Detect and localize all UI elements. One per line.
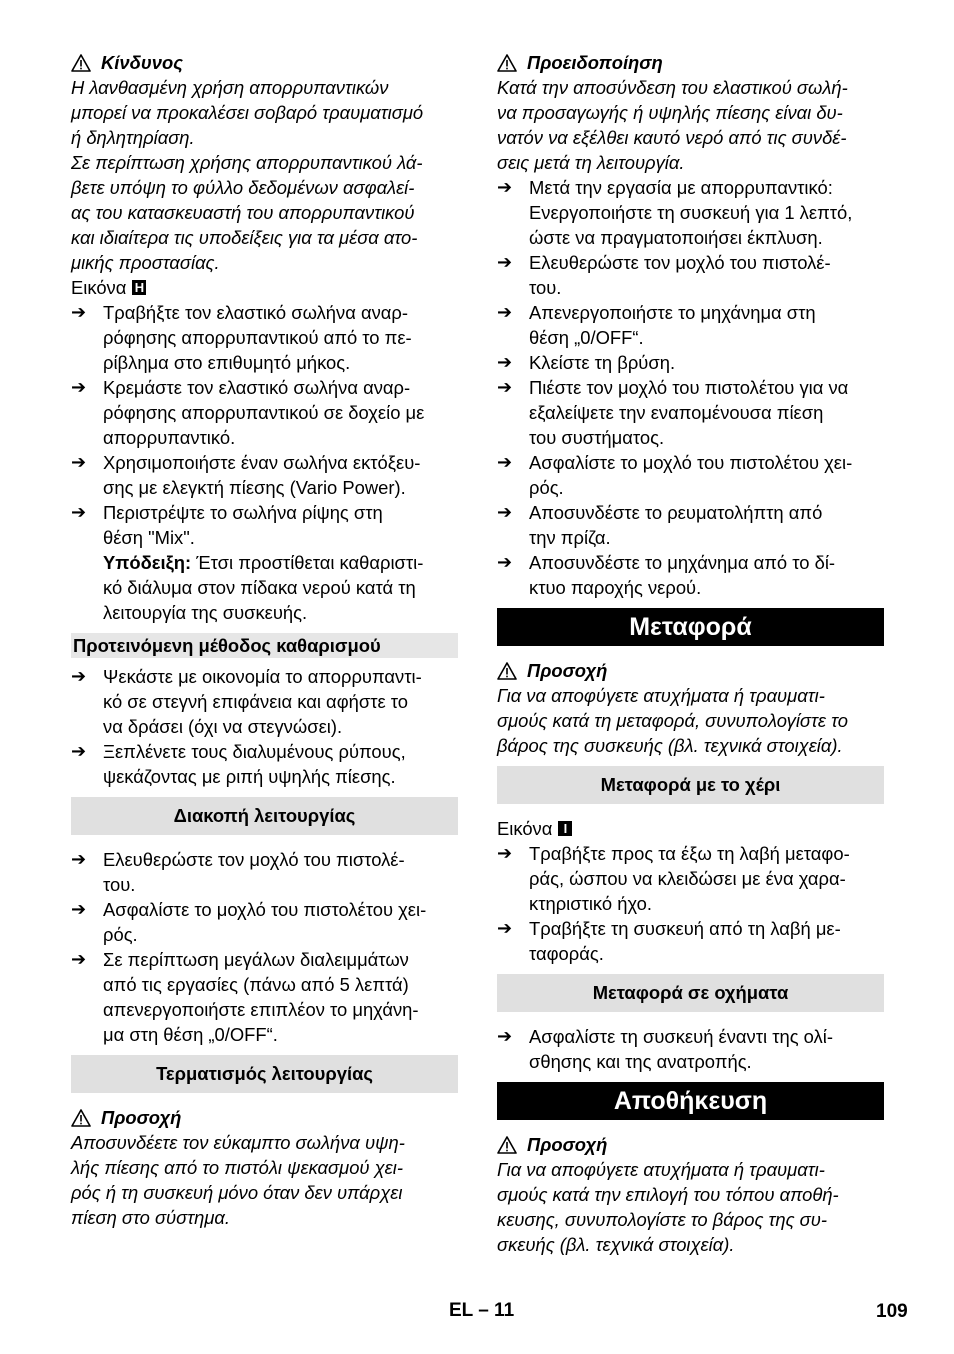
arrow-right-icon: ➔ [497,302,513,322]
list-item: ➔ Ασφαλίστε το μοχλό του πιστολέτου χει- ρός. [71,899,427,945]
danger-text: Η λανθασμένη χρήση απορρυπαντικών μπορεί να προκαλέσει σοβαρό τραυματισμό ή δηλητηρίαση. Σε περίπτωση χρήσης απορρυπαντικού λά- βετε υπόψη το φύλλο δεδομένων ασφαλεί- ας του κατασκευαστή του απορρυπαντικού και ιδιαίτερα τις υποδείξεις για τα μέσα ατο- μικής προστασίας. [71,77,424,273]
arrow-right-icon: ➔ [497,177,513,197]
warning-triangle-icon [497,54,517,72]
list-item: ➔ Ασφαλίστε το μοχλό του πιστολέτου χει- ρός. [497,452,853,498]
list-item: ➔ Ελευθερώστε τον μοχλό του πιστολέ- του. [71,849,405,895]
caution-text: Για να αποφύγετε ατυχήματα ή τραυματι- σμούς κατά τη μεταφορά, συνυπολογίστε το βάρος της συσκευής (βλ. τεχνικά στοιχεία). [497,685,848,756]
list-item: ➔ Κρεμάστε τον ελαστικό σωλήνα αναρ- ρόφησης απορρυπαντικού σε δοχείο με απορρυπαντικό. [71,377,425,448]
warning-triangle-icon [497,662,517,680]
arrow-right-icon: ➔ [71,849,87,869]
danger-title: Κίνδυνος [71,50,458,75]
list-item: ➔ Χρησιμοποιήστε έναν σωλήνα εκτόξευ- σης με ελεγκτή πίεσης (Vario Power). [71,452,421,498]
list-item: ➔ Τραβήξτε τον ελαστικό σωλήνα αναρ- ρόφησης απορρυπαντικού από το πε- ρίβλημα στο επιθυμητό μήκος. [71,302,412,373]
list-item: ➔ Κλείστε τη βρύση. [497,352,676,373]
arrow-right-icon: ➔ [497,502,513,522]
caution-text: Για να αποφύγετε ατυχήματα ή τραυματι- σμούς κατά την επιλογή του τόπου αποθή- κευσης, συνυπολογίστε το βάρος της συ- σκευής (βλ. τεχνικά στοιχεία). [497,1159,839,1255]
list-item: ➔ Τραβήξτε προς τα έξω τη λαβή μεταφο- ράς, ώσπου να κλειδώσει με ένα χαρα- κτηριστικό ήχο. [497,843,850,914]
chapter-heading-transport: Μεταφορά [497,608,884,646]
arrow-right-icon: ➔ [497,843,513,863]
caution-title: Προσοχή [497,658,884,683]
arrow-right-icon: ➔ [71,741,87,761]
arrow-right-icon: ➔ [71,502,87,522]
figure-letter-badge: H [132,280,146,295]
footer-language-page: EL – 11 [449,1300,515,1321]
arrow-right-icon: ➔ [71,302,87,322]
section-heading-end: Τερματισμός λειτουργίας [71,1055,458,1093]
list-item: ➔ Πιέστε τον μοχλό του πιστολέτου για να εξαλείψετε την εναπομένουσα πίεση του συστήματος. [497,377,849,448]
caution-title: Προσοχή [71,1105,458,1130]
arrow-right-icon: ➔ [71,949,87,969]
warning-triangle-icon [71,1109,91,1127]
figure-reference: Εικόνα H [71,275,458,300]
list-item: ➔ Ξεπλένετε τους διαλυμένους ρύπους, ψεκάζοντας με ριπή υψηλής πίεσης. [71,741,406,787]
section-heading-vehicles: Μεταφορά σε οχήματα [497,974,884,1012]
section-heading-hand: Μεταφορά με το χέρι [497,766,884,804]
page-number: 109 [876,1301,908,1322]
arrow-right-icon: ➔ [497,918,513,938]
caution-text: Αποσυνδέετε τον εύκαμπτο σωλήνα υψη- λής πίεσης από το πιστόλι ψεκασμού χει- ρός ή τη συσκευή μόνο όταν δεν υπάρχει πίεση στο σύστημα. [71,1132,405,1228]
warning-title: Προειδοποίηση [497,50,884,75]
list-item: ➔ Περιστρέψτε το σωλήνα ρίψης στη θέση "Mix". [71,502,383,548]
figure-reference: Εικόνα I [497,816,884,841]
note-text: Υπόδειξη: Έτσι προστίθεται καθαριστι- κό διάλυμα στον πίδακα νερού κατά τη λειτουργία της συσκευής. [103,552,424,623]
list-item: ➔ Ψεκάστε με οικονομία το απορρυπαντι- κό σε στεγνή επιφάνεια και αφήστε το να δράσει (όχι να στεγνώσει). [71,666,422,737]
right-column [497,50,884,1257]
arrow-right-icon: ➔ [71,452,87,472]
list-item: ➔ Αποσυνδέστε το μηχάνημα από το δί- κτυο παροχής νερού. [497,552,836,598]
arrow-right-icon: ➔ [71,666,87,686]
section-heading-interrupt: Διακοπή λειτουργίας [71,797,458,835]
arrow-right-icon: ➔ [497,352,513,372]
figure-letter-badge: I [558,821,572,836]
section-heading-method: Προτεινόμενη μέθοδος καθαρισμού [71,633,458,658]
warning-triangle-icon [497,1136,517,1154]
chapter-heading-storage: Αποθήκευση [497,1082,884,1120]
list-item: ➔ Απενεργοποιήστε το μηχάνημα στη θέση „0/OFF“. [497,302,816,348]
arrow-right-icon: ➔ [497,377,513,397]
arrow-right-icon: ➔ [497,452,513,472]
list-item: ➔ Τραβήξτε τη συσκευή από τη λαβή με- ταφοράς. [497,918,841,964]
arrow-right-icon: ➔ [497,252,513,272]
list-item: ➔ Ελευθερώστε τον μοχλό του πιστολέ- του. [497,252,831,298]
arrow-right-icon: ➔ [71,377,87,397]
list-item: ➔ Μετά την εργασία με απορρυπαντικό: Ενεργοποιήστε τη συσκευή για 1 λεπτό, ώστε να πραγματοποιήσει έκπλυση. [497,177,853,248]
warning-triangle-icon [71,54,91,72]
caution-title: Προσοχή [497,1132,884,1157]
left-column [71,50,458,1230]
list-item: ➔ Σε περίπτωση μεγάλων διαλειμμάτων από τις εργασίες (πάνω από 5 λεπτά) απενεργοποιήστε επιπλέον το μηχάνη- μα στη θέση „0/OFF“. [71,949,419,1045]
list-item: ➔ Αποσυνδέστε το ρευματολήπτη από την πρίζα. [497,502,823,548]
list-item: ➔ Ασφαλίστε τη συσκευή έναντι της ολί- σθησης και της ανατροπής. [497,1026,833,1072]
arrow-right-icon: ➔ [497,552,513,572]
arrow-right-icon: ➔ [71,899,87,919]
arrow-right-icon: ➔ [497,1026,513,1046]
warning-text: Κατά την αποσύνδεση του ελαστικού σωλή- να προσαγωγής ή υψηλής πίεσης είναι δυ- νατόν να εξέλθει καυτό νερό από τις συνδέ- σεις μετά τη λειτουργία. [497,77,848,173]
